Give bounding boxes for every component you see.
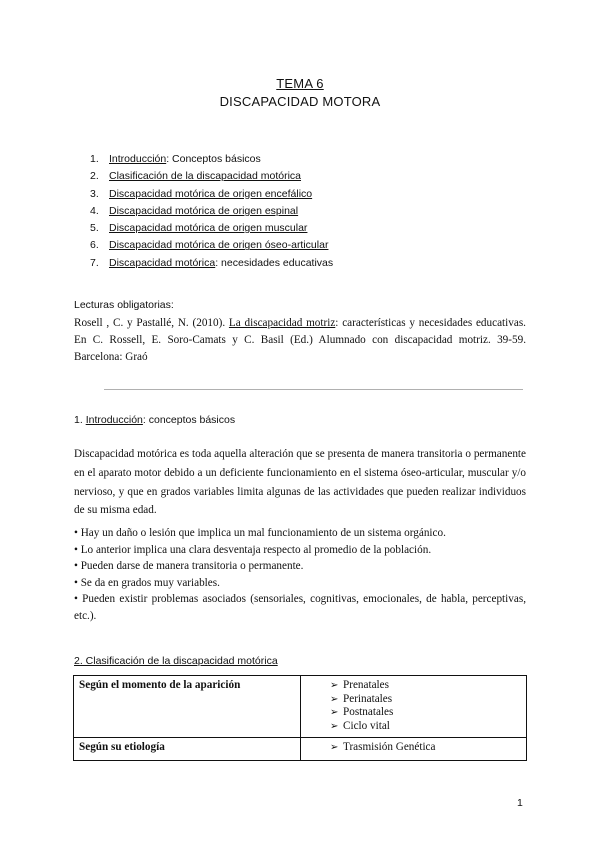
table-cell-label: Según su etiología bbox=[74, 738, 301, 761]
list-item: • Pueden darse de manera transitoria o permanente. bbox=[74, 560, 304, 572]
list-item: • Hay un daño o lesión que implica un mal funcionamiento de un sistema orgánico. bbox=[74, 527, 446, 539]
document-subtitle: DISCAPACIDAD MOTORA bbox=[219, 94, 381, 109]
toc-item: 2. Clasificación de la discapacidad motórica bbox=[90, 170, 302, 183]
toc-item: 7. Discapacidad motórica: necesidades educativas bbox=[90, 256, 334, 269]
table-row bbox=[74, 738, 527, 761]
page-number: 1 bbox=[517, 797, 523, 809]
arrow-bullet-icon: ➢ bbox=[330, 707, 339, 718]
list-item: ➢ Prenatales bbox=[330, 679, 389, 691]
arrow-bullet-icon: ➢ bbox=[330, 742, 339, 753]
toc-item: 6. Discapacidad motórica de origen óseo-articular bbox=[90, 239, 329, 252]
table-cell-label: Según el momento de la aparición bbox=[74, 676, 301, 738]
list-item: • Se da en grados muy variables. bbox=[74, 576, 220, 589]
section2-heading: 2. Clasificación de la discapacidad motórica bbox=[74, 655, 278, 667]
toc-item: 4. Discapacidad motórica de origen espinal bbox=[90, 204, 299, 217]
table-cell-items bbox=[301, 676, 527, 738]
readings-heading: Lecturas obligatorias: bbox=[74, 299, 174, 311]
toc-item: 3. Discapacidad motórica de origen encefálico bbox=[90, 187, 313, 200]
arrow-bullet-icon: ➢ bbox=[330, 720, 339, 732]
arrow-bullet-icon: ➢ bbox=[330, 693, 339, 705]
toc-item: 5. Discapacidad motórica de origen muscular bbox=[90, 222, 308, 235]
arrow-bullet-icon: ➢ bbox=[330, 680, 339, 691]
list-item: ➢ Trasmisión Genética bbox=[330, 741, 436, 753]
characteristics-list bbox=[74, 525, 526, 624]
list-item: ➢ Perinatales bbox=[330, 692, 393, 705]
section-divider bbox=[104, 389, 523, 390]
table-cell-items bbox=[301, 738, 527, 761]
document-title: TEMA 6 bbox=[276, 76, 324, 91]
toc-item: 1. Introducción: Conceptos básicos bbox=[90, 153, 261, 165]
reading-title: La discapacidad motriz bbox=[228, 317, 336, 329]
table-of-contents bbox=[90, 151, 333, 272]
list-item: ➢ Postnatales bbox=[330, 706, 394, 718]
readings-reference: Rosell , C. y Pastallé, N. (2010). La discapacidad motriz: características y necesidades educativas. En C. Rossell, E. Soro-Camats y C. Basil (Ed.) Alumnado con discapacidad motriz. 39-59. Barcelona: Graó bbox=[74, 317, 526, 363]
list-item: • Lo anterior implica una clara desventaja respecto al promedio de la población. bbox=[74, 543, 432, 556]
section1-heading: 1. Introducción: conceptos básicos bbox=[74, 414, 236, 426]
definition-paragraph: Discapacidad motórica es toda aquella alteración que se presenta de manera transitoria o permanente en el aparato motor debido a un deficiente funcionamiento en el sistema óseo-articular, muscular y/o nervioso, y que en grados variables limita algunas de las actividades que pueden realizar individuos de su misma edad. bbox=[74, 448, 526, 517]
classification-table bbox=[73, 675, 527, 761]
list-item: • Pueden existir problemas asociados (sensoriales, cognitivas, emocionales, de habla, perceptivas, etc.). bbox=[74, 593, 526, 622]
table-row bbox=[74, 676, 527, 738]
list-item: ➢ Ciclo vital bbox=[330, 719, 390, 732]
